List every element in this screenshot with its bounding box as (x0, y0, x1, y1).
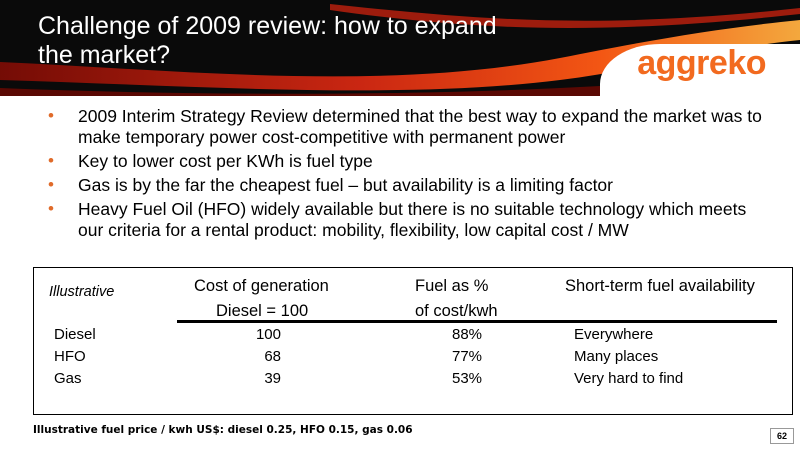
row-diesel-availability: Everywhere (574, 326, 654, 343)
row-hfo-availability: Many places (574, 348, 659, 365)
bullet-text: Key to lower cost per KWh is fuel type (78, 151, 373, 171)
bullet-item (48, 151, 768, 172)
row-hfo-pct: 77% (452, 348, 483, 365)
bullet-item (48, 199, 768, 241)
slide-title: Challenge of 2009 review: how to expand the market? (38, 12, 497, 69)
bullet-text: 2009 Interim Strategy Review determined that the best way to expand the market was to make temporary power cost-competitive with permanent power (78, 106, 762, 147)
header-fuel-line1: Fuel as % (415, 277, 489, 295)
page-number: 62 (770, 428, 794, 444)
bullet-text: Heavy Fuel Oil (HFO) widely available but there is no suitable technology which meets our criteria for a rental product: mobility, flexibility, low capital cost / MW (78, 199, 747, 240)
row-gas-fuel: Gas (54, 370, 82, 387)
aggreko-logo: aggreko (637, 44, 766, 82)
header-fuel-line2: of cost/kwh (415, 302, 498, 320)
header-availability: Short-term fuel availability (565, 277, 755, 295)
bullet-text: Gas is by the far the cheapest fuel – but availability is a limiting factor (78, 175, 613, 195)
row-hfo-cost: 68 (264, 348, 281, 365)
bullet-icon: • (48, 106, 54, 125)
row-diesel-fuel: Diesel (54, 326, 96, 343)
table-illustrative-label: Illustrative (49, 284, 115, 300)
row-diesel-pct: 88% (452, 326, 483, 343)
header-cost-line2: Diesel = 100 (216, 302, 309, 320)
bullet-icon: • (48, 199, 54, 218)
footnote: Illustrative fuel price / kwh US$: diesel 0.25, HFO 0.15, gas 0.06 (33, 424, 413, 436)
header-cost-line1: Cost of generation (194, 277, 329, 295)
bullet-list (48, 106, 768, 244)
row-hfo-fuel: HFO (54, 348, 86, 365)
row-gas-availability: Very hard to find (574, 370, 684, 387)
row-gas-cost: 39 (264, 370, 281, 387)
bullet-icon: • (48, 175, 54, 194)
bullet-item (48, 106, 768, 148)
header-underline (177, 320, 777, 323)
row-gas-pct: 53% (452, 370, 483, 387)
row-diesel-cost: 100 (255, 326, 281, 343)
fuel-comparison-table (33, 267, 793, 415)
bullet-icon: • (48, 151, 54, 170)
bullet-item (48, 175, 768, 196)
